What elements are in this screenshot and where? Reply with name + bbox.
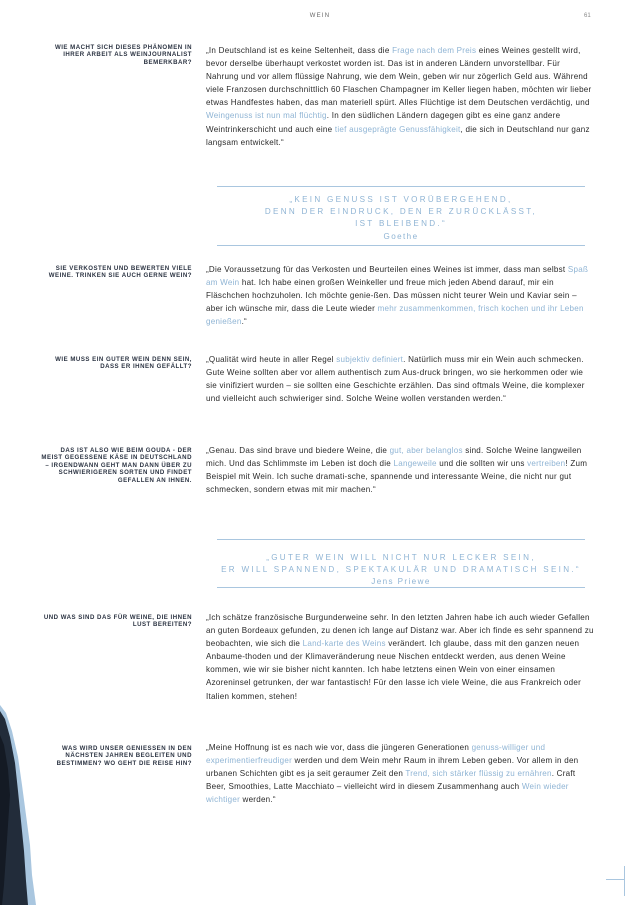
highlight-phrase: Langeweile xyxy=(393,459,437,469)
answer-text: . Craft Beer, Smoothies, Latte Macchiato – vielleicht wird in diesem Zusammenhang auch xyxy=(206,769,576,792)
answer-text: „Genau. Das sind brave und biedere Weine, die xyxy=(206,446,390,455)
interview-answer xyxy=(206,741,594,806)
pull-quote-goethe xyxy=(217,186,585,246)
interview-question: UND WAS SIND DAS FÜR WEINE, DIE IHNEN LUST BEREITEN? xyxy=(43,614,192,629)
answer-text: und die sollten wir uns xyxy=(436,459,528,469)
answer-text: „In Deutschland ist es keine Seltenheit, dass die xyxy=(206,46,393,55)
interview-question: WAS WIRD UNSER GENIESSEN IN DEN NÄCHSTEN JAHREN BEGLEITEN UND BESTIMMEN? WO GEHT DIE REISE HIN? xyxy=(56,745,192,767)
answer-text: .“ xyxy=(241,317,247,327)
answer-text: . In den südlichen Ländern dagegen gibt es eine ganz andere Weintrinkerschicht und auch eine xyxy=(206,111,561,134)
answer-text: . Natürlich muss mir ein Wein auch schmecken. Gute Weine sollten aber vor allem authentisch zum Aus-druck bringen, wo sie herkommen oder wie sie vinifiziert wurden – sie sollten eine Geschichte erzählen. Das sind oftmals Weine, die komplexer und vielleicht auch schwieriger sind. Solche Weine wollen verstanden werden.“ xyxy=(206,355,585,404)
highlight-phrase: Frage nach dem Preis xyxy=(392,46,477,55)
highlight-phrase: genuss-williger und experimentierfreudiger xyxy=(206,743,546,766)
answer-text: eines Weines gestellt wird, bevor derselbe überhaupt verkostet worden ist. Das ist in anderen Ländern unvorstellbar. Für Nahrung und vor allem flüssige Nahrung, wie dem Wein, geben wir nur zögerlich Geld aus. Während viele Franzosen durchschnittlich 60 Flaschen Champagner im Keller liegen haben, möchten wir lieber etwas Handfestes haben, das man materiell spürt. Alles Flüchtige ist dem Deutschen verdächtig, und xyxy=(206,46,592,108)
interview-question: SIE VERKOSTEN UND BEWERTEN VIELE WEINE. TRINKEN SIE AUCH GERNE WEIN? xyxy=(48,265,192,280)
highlight-phrase: Spaß am Wein xyxy=(206,265,589,288)
interview-question: WIE MACHT SICH DIESES PHÄNOMEN IN IHRER ARBEIT ALS WEINJOURNALIST BEMERKBAR? xyxy=(54,44,192,66)
highlight-phrase: Weingenuss ist nun mal flüchtig xyxy=(206,111,327,121)
corner-mark xyxy=(606,879,624,880)
answer-text: hat. Ich habe einen großen Weinkeller und freue mich jeden Abend darauf, mir ein Fläschchen hochzuholen. Ich möchte genie-ßen. Das müssen nicht teurer Wein und Kaviar sein – aber ich wünsche mir, dass die Leute wieder xyxy=(206,278,577,314)
answer-text: „Die Voraussetzung für das Verkosten und Beurteilen eines Weines ist immer, dass man selbst xyxy=(206,265,568,274)
pull-quote-line: „KEIN GENUSS IST VORÜBERGEHEND, xyxy=(289,195,513,204)
highlight-phrase: mehr zusammenkommen, frisch kochen und ihr Leben genießen xyxy=(206,304,584,327)
highlight-phrase: subjektiv definiert xyxy=(336,355,404,364)
highlight-phrase: gut, aber belanglos xyxy=(389,446,463,455)
pull-quote-priewe xyxy=(217,539,585,588)
interview-answer xyxy=(206,353,594,405)
running-head: WEIN xyxy=(309,13,331,19)
answer-text: sind. Solche Weine langweilen mich. Und das Schlimmste im Leben ist doch die xyxy=(206,446,582,469)
highlight-phrase: Land-karte des Weins xyxy=(302,639,386,649)
highlight-phrase: Wein wieder wichtiger xyxy=(206,782,569,805)
interview-question: WIE MUSS EIN GUTER WEIN DENN SEIN, DASS ER IHNEN GEFÄLLT? xyxy=(55,356,192,371)
pull-quote-author: Goethe xyxy=(383,231,419,241)
pull-quote-line: „GUTER WEIN WILL NICHT NUR LECKER SEIN, xyxy=(266,553,536,562)
interview-answer xyxy=(206,263,594,328)
answer-text: „Ich schätze französische Burgunderweine sehr. In den letzten Jahren habe ich auch wieder Gefallen an guten Bordeaux gefunden, zu denen ich lange auf Distanz war. Aber ich finde es sehr spannend zu beobachten, wie sich die xyxy=(206,613,594,649)
highlight-phrase: Trend, sich stärker flüssig zu ernähren xyxy=(405,769,552,779)
interview-question: DAS IST ALSO WIE BEIM GOUDA - DER MEIST GEGESSENE KÄSE IN DEUTSCHLAND – IRGENDWANN GEHT MAN DANN ÜBER ZU SCHWIERIGEREN SORTEN UND FINDET GEFALLEN AN IHNEN. xyxy=(41,447,192,484)
pull-quote-author: Jens Priewe xyxy=(371,577,431,587)
page-number: 61 xyxy=(584,13,591,19)
portrait-photo xyxy=(0,705,36,905)
answer-text: ! Zum Beispiel mit Wein. Ich suche dramati-sche, spannende und interessante Weine, die nicht nur gut schmecken, sondern etwas mit mir machen.“ xyxy=(206,459,588,495)
interview-answer xyxy=(206,611,594,703)
interview-answer xyxy=(206,44,594,149)
pull-quote-line: ER WILL SPANNEND, SPEKTAKULÄR UND DRAMATISCH SEIN.“ xyxy=(221,565,581,575)
answer-text: verändert. Ich glaube, dass mit den ganzen neuen Anbaume-thoden und der Klimaveränderung neue Nischen entdeckt werden, aus denen Weine kommen, wie wir sie bisher nicht kannten. Ich habe letztens einen Wein von einer einsamen Azoreninsel getrunken, der war fantastisch! Für den lasse ich viele Weine, die aus Frankreich oder Italien kommen, stehen! xyxy=(206,639,582,701)
answer-text: werden.“ xyxy=(240,795,276,805)
answer-text: „Meine Hoffnung ist es nach wie vor, dass die jüngeren Generationen xyxy=(206,743,472,752)
highlight-phrase: vertreiben xyxy=(527,459,566,469)
highlight-phrase: tief ausgeprägte Genussfähigkeit xyxy=(334,124,461,134)
answer-text: , die sich in Deutschland nur ganz langsam entwickelt.“ xyxy=(206,124,590,147)
interview-answer xyxy=(206,444,594,496)
answer-text: werden und dem Wein mehr Raum in ihrem Leben geben. Vor allem in den urbanen Schichten gibt es ja seit geraumer Zeit den xyxy=(206,756,579,779)
corner-mark xyxy=(624,866,625,896)
answer-text: „Qualität wird heute in aller Regel xyxy=(206,355,337,364)
pull-quote-line: DENN DER EINDRUCK, DEN ER ZURÜCKLÄSST, xyxy=(264,207,538,217)
pull-quote-line: IST BLEIBEND.“ xyxy=(355,219,447,229)
